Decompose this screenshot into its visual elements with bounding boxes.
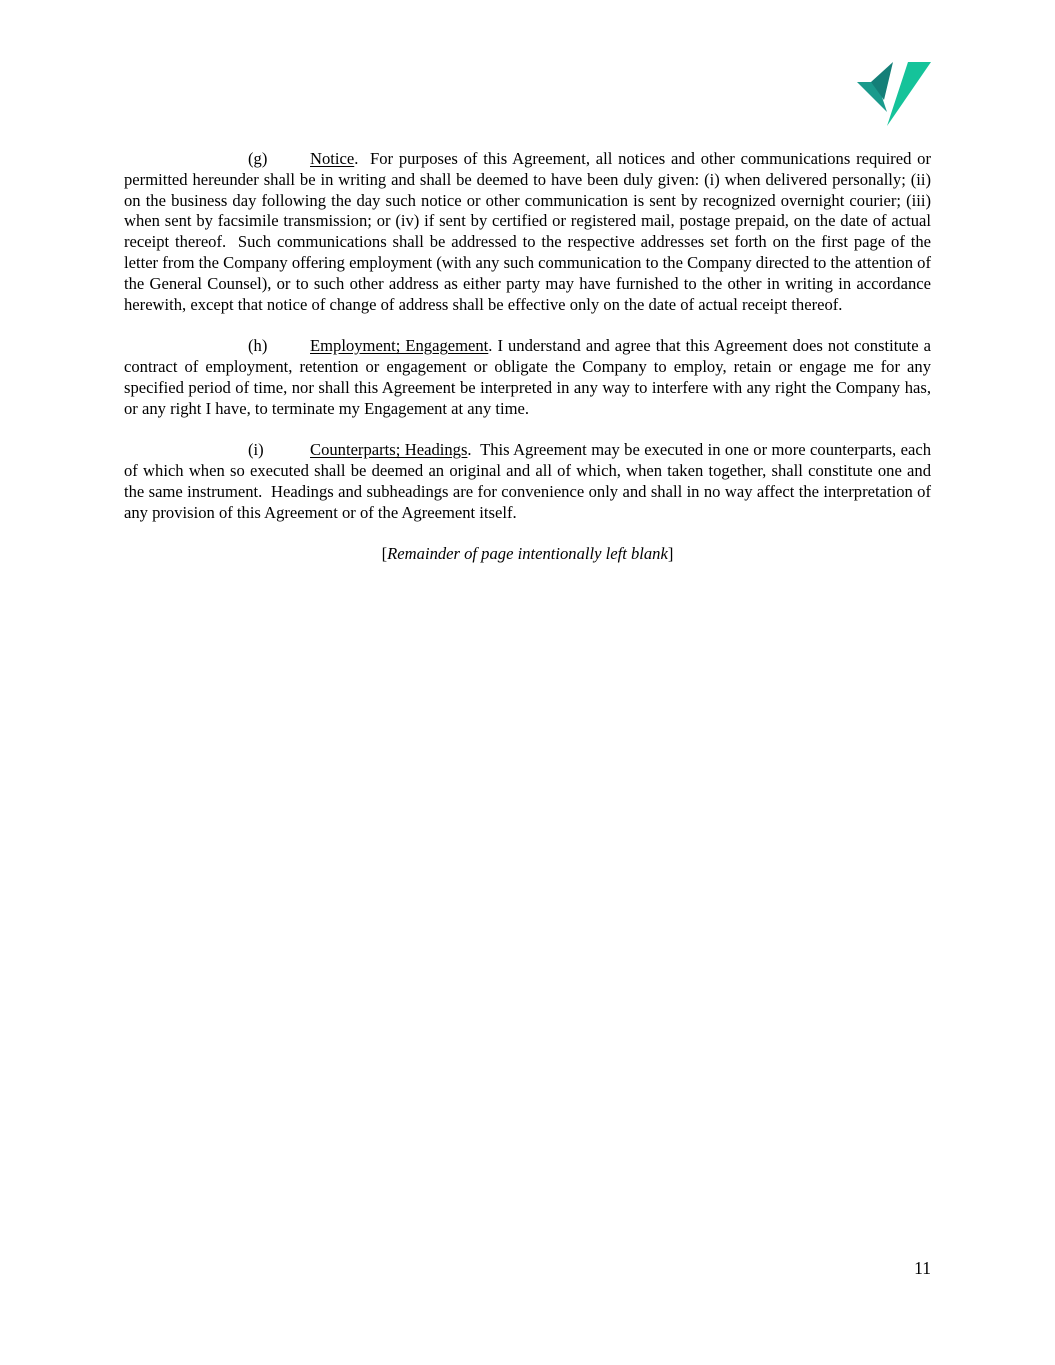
paragraph-text: For purposes of this Agreement, all notices and other communications required or permitted hereunder shall be in writing and shall be deemed to have been duly given: (i) when delivered personally; (ii) on the business day following the day such notice or other communication is sent by recognized overnight courier; (iii) when sent by facsimile transmission; or (iv) if sent by certified or registered mail, postage prepaid, on the date of actual receipt thereof. Such communications shall be addressed to the respective addresses set forth on the first page of the letter from the Company offering employment (with any such communication to the Company directed to the attention of the General Counsel), or to such other address as either party may have furnished to the other in writing in accordance herewith, except that notice of change of address shall be effective only on the date of actual receipt thereof. [124,149,936,314]
note-close-bracket: ] [667,544,674,564]
logo-right-stroke [887,62,931,126]
note-text: Remainder of page intentionally left blank [387,544,668,564]
paragraph-notice [124,149,936,315]
page-number: 11 [914,1258,931,1278]
paragraph-heading: Notice [310,149,355,168]
paragraph-counterparts-headings [124,440,936,523]
paragraph-heading: Counterparts; Headings [310,440,468,460]
paragraph-number: (g) [248,149,268,168]
paragraph-text: This Agreement may be executed in one or more counterparts, each of which when so executed shall be deemed an original and all of which, when taken together, shall constitute one and the same instrument. Headings and subheadings are for convenience only and shall in no way affect the interpretation of any provision of this Agreement or of the Agreement itself. [124,440,936,522]
paragraph-employment-engagement [124,336,936,419]
company-v-logo-icon [857,60,933,128]
heading-punctuation: . [354,149,359,168]
paragraph-number: (h) [248,336,268,356]
paragraph-number: (i) [248,440,264,460]
paragraph-heading: Employment; Engagement [310,336,489,356]
heading-punctuation: . [488,336,493,356]
document-body [124,149,936,565]
remainder-blank-note [124,544,931,565]
heading-punctuation: . [467,440,472,460]
paragraph-text: I understand and agree that this Agreement does not constitute a contract of employment, retention or engagement or obligate the Company to employ, retain or engage me for any specified period of time, nor shall this Agreement be interpreted in any way to interfere with any right the Company has, or any right I have, to terminate my Engagement at any time. [124,336,936,418]
note-open-bracket: [ [381,544,388,564]
